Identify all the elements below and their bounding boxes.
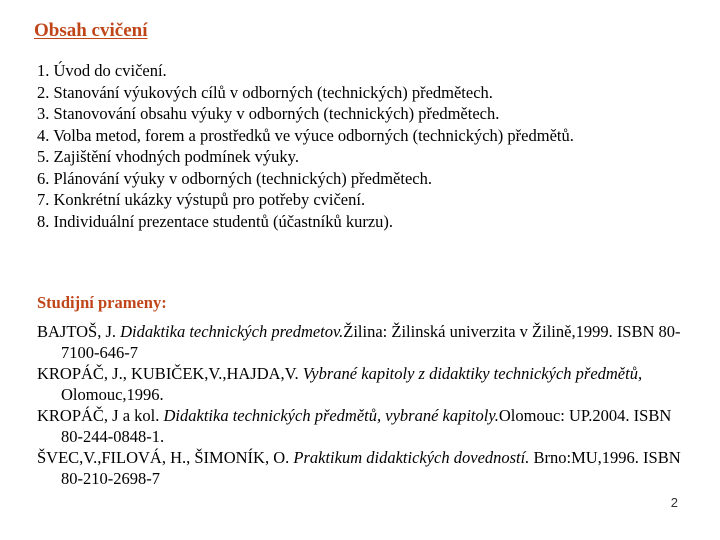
reference-publisher: Olomouc: UP.2004. ISBN 80-244-0848-1. — [61, 406, 672, 446]
reference-title: Didaktika technických předmětů, vybrané kapitoly. — [163, 406, 499, 425]
reference-author: KROPÁČ, J a kol. — [37, 406, 164, 425]
contents-list — [37, 60, 677, 232]
contents-item: 7. Konkrétní ukázky výstupů pro potřeby cvičení. — [37, 190, 366, 209]
reference-title: Didaktika technických predmetov. — [120, 322, 344, 341]
contents-item: 6. Plánování výuky v odborných (technických) předmětech. — [37, 168, 432, 188]
reference-item — [37, 447, 687, 489]
reference-publisher: Žilina: Žilinská univerzita v Žilině,1999. ISBN 80-7100-646-7 — [61, 322, 681, 362]
reference-list — [37, 321, 687, 489]
reference-publisher: Olomouc,1996. — [61, 385, 164, 404]
sources-heading: Studijní prameny: — [37, 293, 167, 312]
reference-publisher: Brno:MU,1996. ISBN 80-210-2698-7 — [61, 448, 681, 488]
contents-item: 3. Stanovování obsahu výuky v odborných (technických) předmětech. — [37, 104, 500, 123]
reference-item — [37, 321, 687, 363]
contents-item: 5. Zajištění vhodných podmínek výuky. — [37, 147, 299, 166]
reference-author: KROPÁČ, J., KUBIČEK,V.,HAJDA,V. — [37, 364, 303, 383]
page-number: 2 — [670, 495, 678, 510]
reference-title: Vybrané kapitoly z didaktiky technických předmětů, — [302, 364, 643, 383]
reference-item — [37, 405, 687, 447]
reference-author: BAJTOŠ, J. — [37, 322, 121, 341]
reference-author: ŠVEC,V.,FILOVÁ, H., ŠIMONÍK, O. — [37, 448, 294, 467]
reference-title: Praktikum didaktických dovedností. — [293, 448, 530, 467]
contents-item: 2. Stanování výukových cílů v odborných (technických) předmětech. — [37, 82, 493, 102]
slide-title: Obsah cvičení — [34, 20, 148, 41]
contents-item: 4. Volba metod, forem a prostředků ve výuce odborných (technických) předmětů. — [37, 125, 574, 145]
contents-item: 8. Individuální prezentace studentů (účastníků kurzu). — [37, 211, 394, 231]
contents-item: 1. Úvod do cvičení. — [37, 61, 167, 80]
reference-item — [37, 363, 687, 405]
